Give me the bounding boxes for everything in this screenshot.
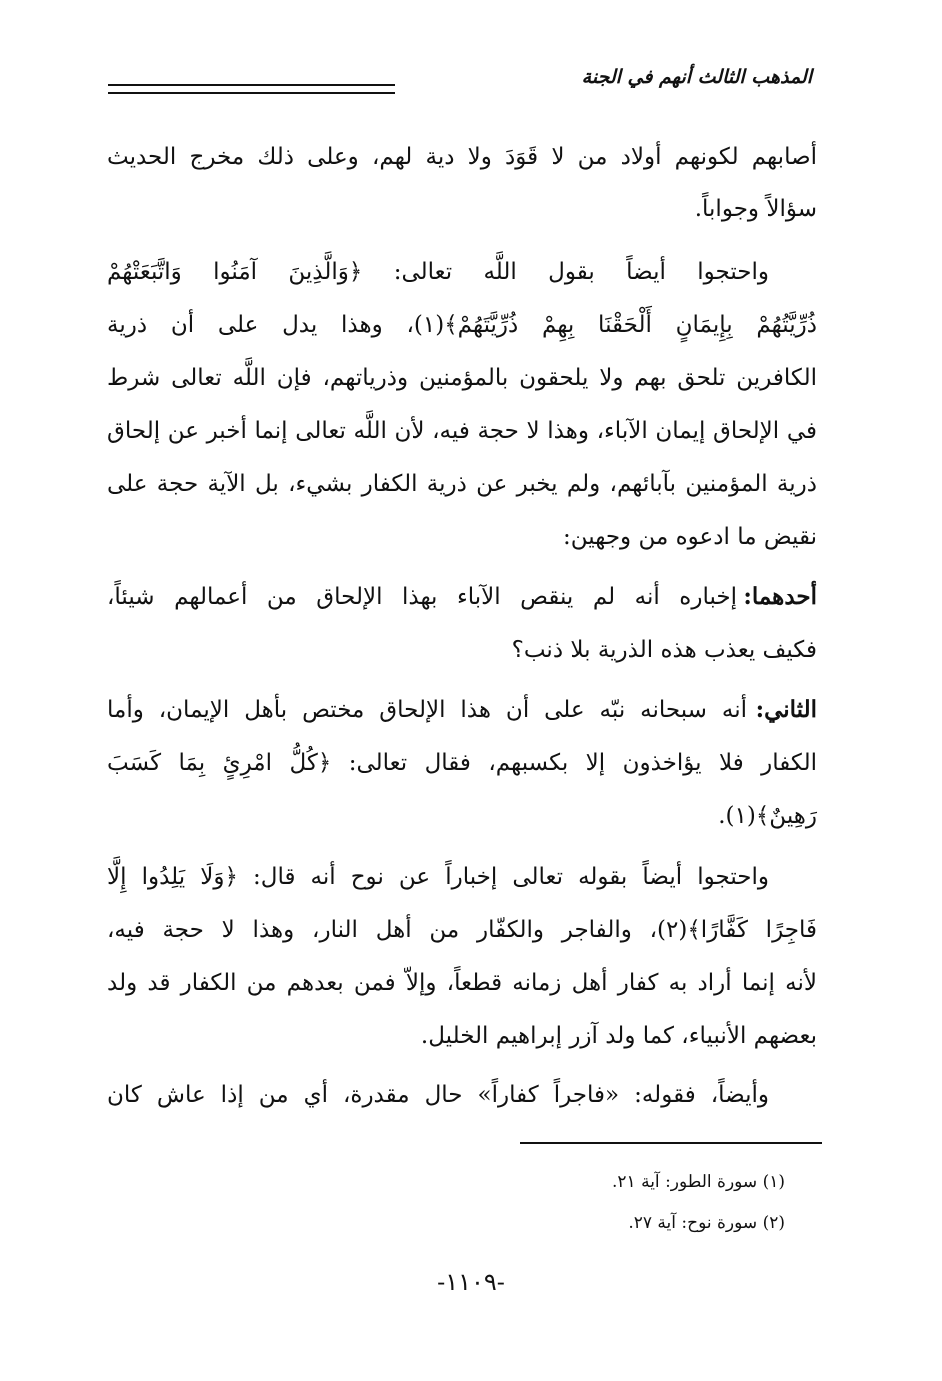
body-line: في الإلحاق إيمان الآباء، وهذا لا حجة فيه، لأن اللَّه تعالى إنما أخبر عن إلحاق <box>107 418 817 444</box>
footnote: (٢) سورة نوح: آية ٢٧. <box>628 1213 785 1233</box>
footnote-separator <box>520 1142 822 1144</box>
label-first-aspect: أحدهما: <box>743 583 817 610</box>
body-line: فكيف يعذب هذه الذرية بلا ذنب؟ <box>511 637 817 663</box>
body-line: بعضهم الأنبياء، كما ولد آزر إبراهيم الخليل. <box>420 1023 817 1049</box>
body-line: أصابهم لكونهم أولاد من لا قَوَدَ ولا دية لهم، وعلى ذلك مخرج الحديث <box>107 144 817 170</box>
body-line: أنه سبحانه نبّه على أن هذا الإلحاق مختص بأهل الإيمان، وأما <box>107 697 747 723</box>
body-line: وأيضاً، فقوله: «فاجراً كفاراً» حال مقدرة، أي من إذا عاش كان <box>107 1082 769 1108</box>
body-line: واحتجوا أيضاً بقوله تعالى إخباراً عن نوح أنه قال: ﴿وَلَا يَلِدُوا إِلَّا <box>107 864 769 890</box>
body-line: واحتجوا أيضاً بقول اللَّه تعالى: ﴿وَالَّذِينَ آمَنُوا وَاتَّبَعَتْهُمْ <box>107 259 769 285</box>
body-line: الكفار فلا يؤاخذون إلا بكسبهم، فقال تعالى: ﴿كُلُّ امْرِئٍ بِمَا كَسَبَ <box>107 750 817 776</box>
body-line: الكافرين تلحق بهم ولا يلحقون بالمؤمنين وذرياتهم، فإن اللَّه تعالى شرط <box>107 365 817 391</box>
body-line: ذرية المؤمنين بآبائهم، ولم يخبر عن ذرية الكفار بشيء، بل الآية حجة على <box>107 471 817 497</box>
label-second-aspect: الثاني: <box>755 696 817 723</box>
body-line: رَهِينٌ﴾(١). <box>718 803 817 829</box>
running-header-title: المذهب الثالث أنهم في الجنة <box>581 66 812 88</box>
body-line: فَاجِرًا كَفَّارًا﴾(٢)، والفاجر والكفّار من أهل النار، وهذا لا حجة فيه، <box>107 917 817 943</box>
body-line: سؤالاً وجواباً. <box>694 196 817 222</box>
body-line: لأنه إنما أراد به كفار أهل زمانه قطعاً، وإلاّ فمن بعدهم من الكفار قد ولد <box>107 970 817 996</box>
body-line: إخباره أنه لم ينقص الآباء بهذا الإلحاق من أعمالهم شيئاً، <box>107 584 737 610</box>
footnote: (١) سورة الطور: آية ٢١. <box>612 1172 785 1192</box>
page-number: -١١٠٩- <box>437 1268 505 1296</box>
header-double-rule <box>108 84 395 94</box>
body-line: نقيض ما ادعوه من وجهين: <box>563 524 817 550</box>
body-line: ذُرِّيَّتُهُمْ بِإِيمَانٍ أَلْحَقْنَا بِهِمْ ذُرِّيَّتَهُمْ﴾(١)، وهذا يدل على أن ذرية <box>107 312 817 338</box>
